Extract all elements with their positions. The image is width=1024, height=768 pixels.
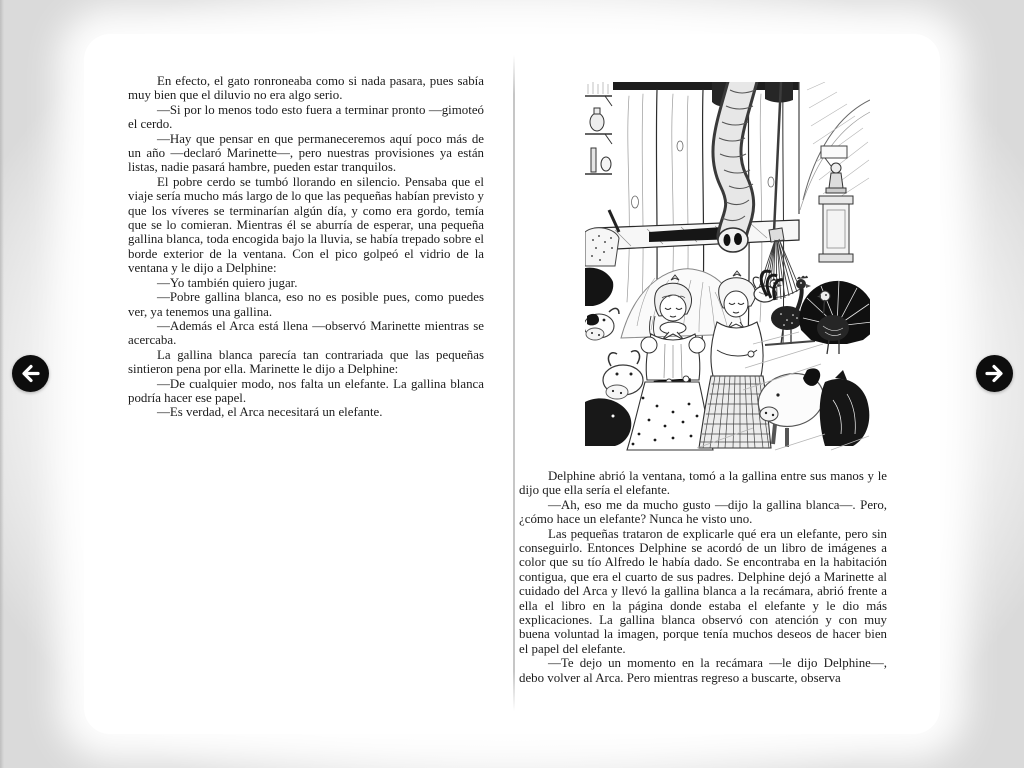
paragraph: En efecto, el gato ronroneaba como si nada pasara, pues sabía muy bien que el diluvio no era algo serio. [128,74,484,103]
paragraph: —Ah, eso me da mucho gusto —dijo la gallina blanca—. Pero, ¿cómo hace un elefante? Nunca he visto uno. [519,497,887,527]
stone-wall-and-shelf [799,82,870,262]
paragraph: —Yo también quiero jugar. [157,275,298,290]
prev-page-button[interactable] [12,355,49,392]
left-page-text [128,74,484,420]
paragraph: Delphine abrió la ventana, tomó a la gallina entre sus manos y le dijo que ella sería el elefante. [519,469,887,498]
paragraph: —Si por lo menos todo esto fuera a terminar pronto —gimoteó el cerdo. [128,102,484,132]
paragraph: El pobre cerdo se tumbó llorando en silencio. Pensaba que el viaje sería mucho más largo de lo que las pequeñas habían previsto y que los víveres se terminarían algún día, y como era gordo, temía que se lo comieran. Mientras él se aburría de esperar, una pequeña gallina blanca, toda encogida bajo la lluvia, se había trepado sobre el borde exterior de la ventana. Con el pico golpeó el vidrio de la ventana y le dijo a Delphine: [128,174,484,276]
paragraph: —Te dejo un momento en la recámara —le dijo Delphine—, debo volver al Arca. Pero mientras regreso a buscarte, observa [519,656,887,685]
viewer-left-edge [0,0,4,768]
right-page-text [519,469,887,685]
barn-scene-drawing [585,82,870,452]
page-gutter [513,55,515,711]
turkey [799,280,870,354]
page-illustration [585,82,870,452]
paragraph: —De cualquier modo, nos falta un elefante. La gallina blanca podría hacer ese papel. [128,376,484,405]
paragraph: La gallina blanca parecía tan contrariada que las pequeñas sintieron pena por ella. Marinette le dijo a Delphine: [128,347,484,377]
arrow-left-icon [12,355,49,392]
paragraph: Las pequeñas trataron de explicarle qué era un elefante, pero sin conseguirlo. Entonces Delphine se acordó de un libro de imágenes a color que su tío Alfredo le había dado. Se encontraba en la habitación contigua, que era el cuarto de sus padres. Delphine dejó a Marinette al cuidado del Arca y llevó la gallina blanca a la recámara, abrió frente a ella el libro en la página donde estaba el elefante y le dio más explicaciones. La gallina blanca observó con atención y con muy buena voluntad la imagen, porque tenía muchos deseos de hacer bien el papel del elefante. [519,526,887,656]
paragraph: —Además el Arca está llena —observó Marinette mientras se acercaba. [128,318,484,348]
next-page-button[interactable] [976,355,1013,392]
paragraph: —Pobre gallina blanca, eso no es posible pues, como puedes ver, ya tenemos una gallina. [128,290,484,319]
paragraph: —Es verdad, el Arca necesitará un elefante. [157,405,383,420]
arrow-right-icon [976,355,1013,392]
paragraph: —Hay que pensar en que permaneceremos aquí poco más de un año —declaró Marinette—, pero nuestras provisiones ya están listas, nadie pasará hambre, pueden estar tranquilos. [128,131,484,175]
